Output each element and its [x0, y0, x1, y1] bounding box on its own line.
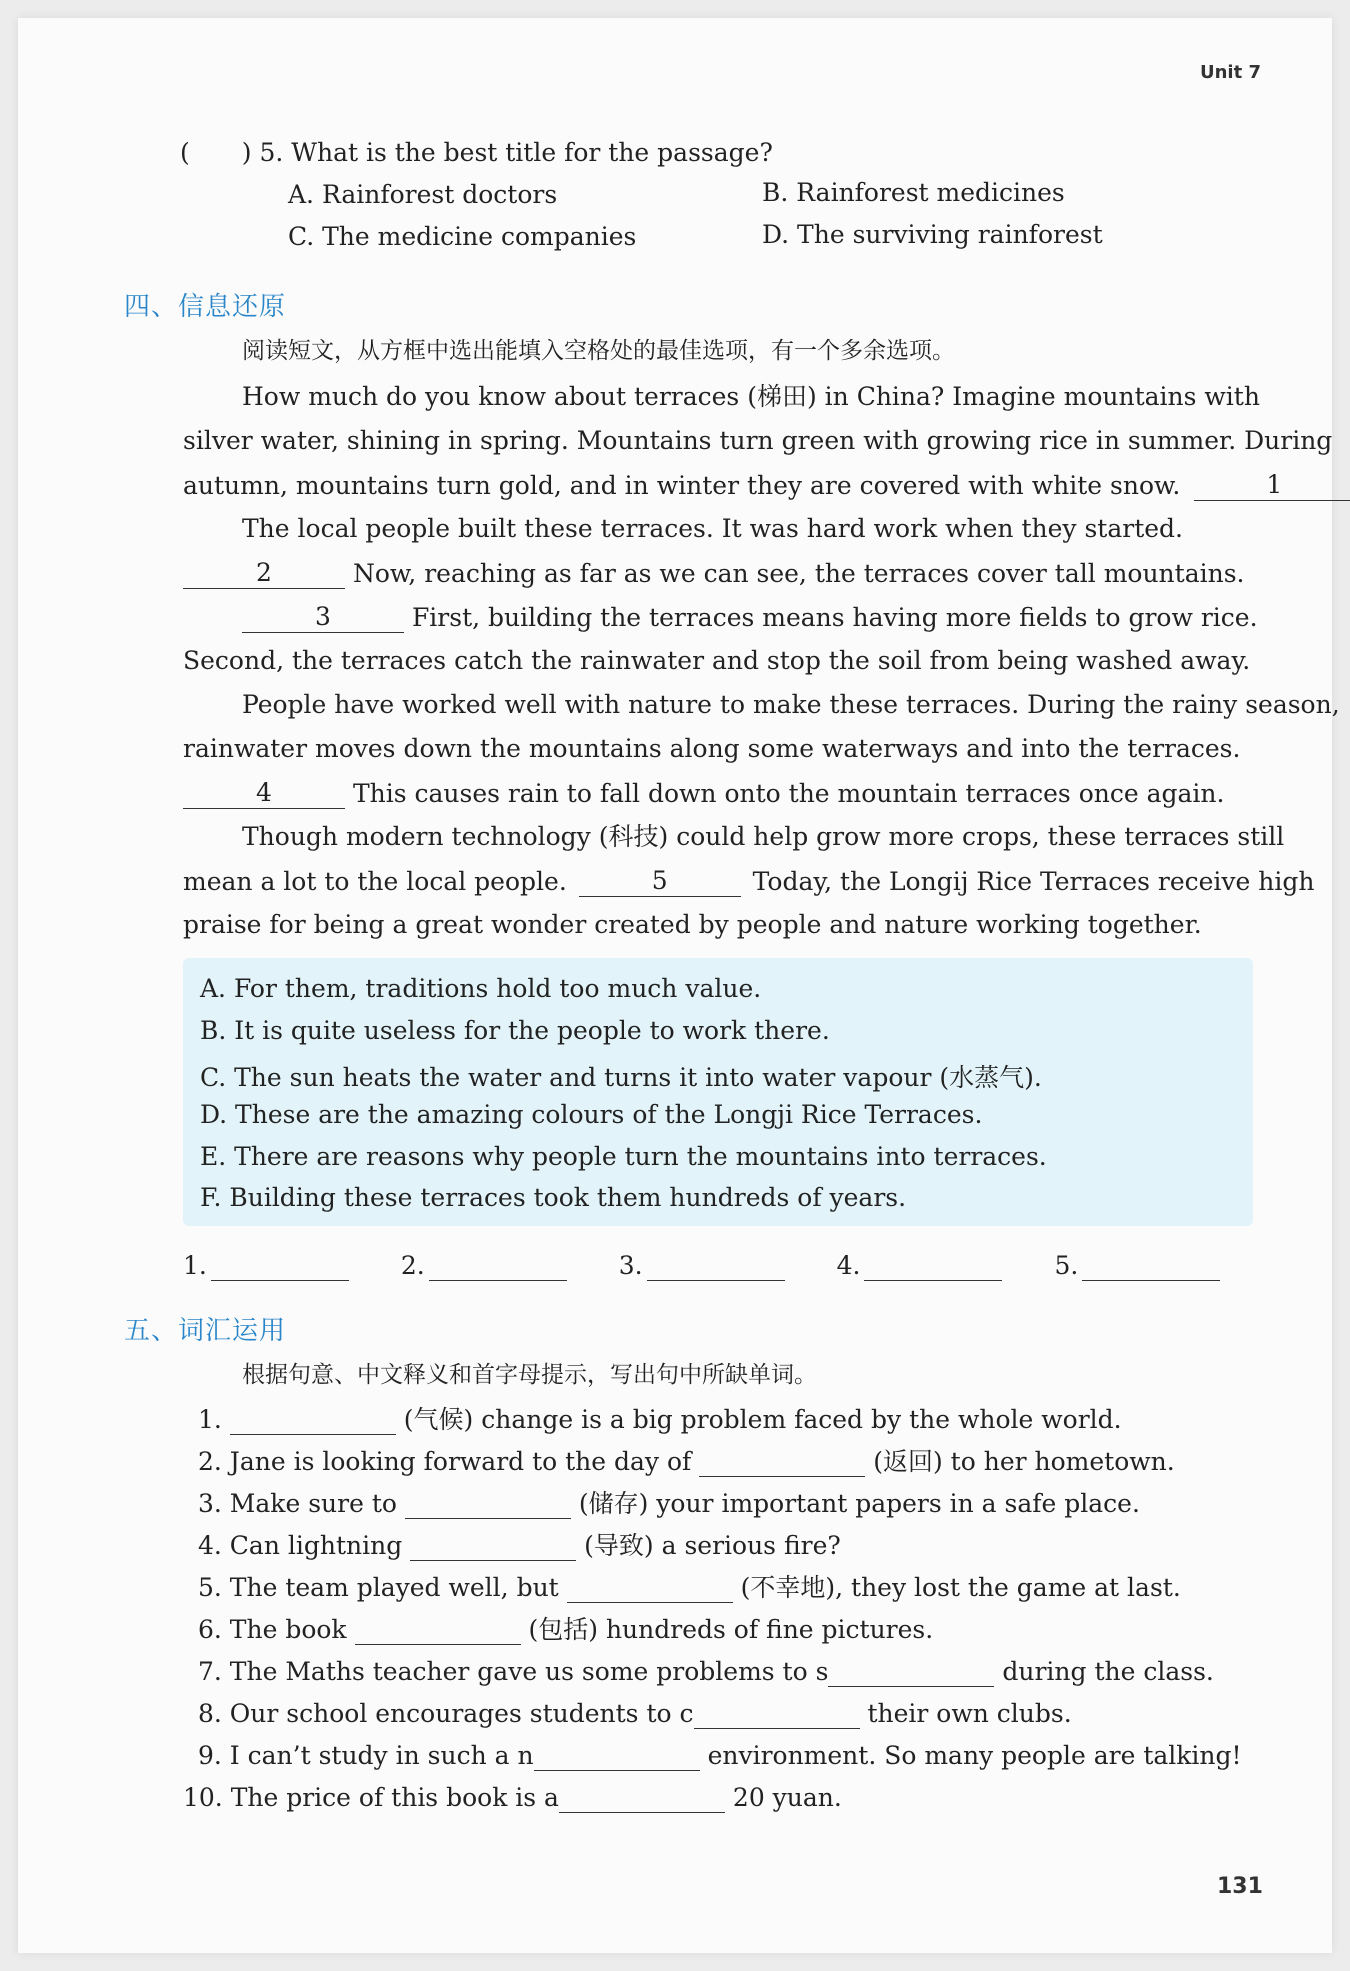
vocab-item: [198, 1488, 1140, 1519]
question-5-text: 5. What is the best title for the passage?: [259, 138, 773, 167]
passage-line: praise for being a great wonder created by people and nature working together.: [183, 910, 1202, 939]
box-option-e: E. There are reasons why people turn the mountains into terraces.: [200, 1142, 1047, 1171]
vocab-blank-9[interactable]: [534, 1740, 700, 1771]
vocab-suffix: (气候) change is a big problem faced by the whole world.: [403, 1405, 1122, 1434]
vocab-item: [183, 1782, 842, 1813]
answer-paren-close: ): [241, 138, 252, 167]
vocab-blank-5[interactable]: [567, 1572, 733, 1603]
vocab-prefix: 5. The team played well, but: [198, 1573, 559, 1602]
blank-1[interactable]: 1: [1194, 470, 1350, 501]
box-option-f: F. Building these terraces took them hundreds of years.: [200, 1183, 907, 1212]
question-5: [180, 138, 773, 168]
passage-text: Today, the Longij Rice Terraces receive high: [752, 867, 1315, 896]
box-option-c: C. The sun heats the water and turns it into water vapour (水蒸气).: [200, 1063, 1042, 1092]
answer-label: 1.: [183, 1251, 207, 1280]
passage-text: Now, reaching as far as we can see, the terraces cover tall mountains.: [352, 559, 1245, 588]
vocab-blank-8[interactable]: [694, 1698, 860, 1729]
vocab-item: [198, 1698, 1072, 1729]
vocab-suffix: during the class.: [1002, 1657, 1214, 1686]
blank-3[interactable]: 3: [242, 602, 404, 633]
unit-label: Unit 7: [1200, 62, 1261, 83]
answer-label: 5.: [1054, 1251, 1079, 1280]
vocab-blank-7[interactable]: [828, 1656, 994, 1687]
vocab-prefix: 8. Our school encourages students to c: [198, 1699, 694, 1728]
answer-label: 3.: [618, 1251, 643, 1280]
option-b: B. Rainforest medicines: [762, 178, 1065, 207]
box-option-a: A. For them, traditions hold too much value.: [200, 974, 762, 1003]
box-option-b: B. It is quite useless for the people to work there.: [200, 1016, 830, 1045]
vocab-prefix: 1.: [198, 1405, 222, 1434]
vocab-prefix: 6. The book: [198, 1615, 347, 1644]
section-4-instruction: 阅读短文，从方框中选出能填入空格处的最佳选项，有一个多余选项。: [242, 338, 955, 364]
option-d: D. The surviving rainforest: [762, 220, 1103, 249]
passage-line: People have worked well with nature to make these terraces. During the rainy season,: [242, 690, 1340, 719]
passage-line: How much do you know about terraces (梯田) in China? Imagine mountains with: [242, 382, 1260, 411]
vocab-suffix: 20 yuan.: [732, 1783, 842, 1812]
blank-2[interactable]: 2: [183, 558, 345, 589]
passage-line: rainwater moves down the mountains along some waterways and into the terraces.: [183, 734, 1241, 763]
answer-blank-2[interactable]: [429, 1250, 567, 1281]
options-box: [183, 958, 1253, 1226]
answer-row: [183, 1250, 1220, 1281]
answer-label: 2.: [400, 1251, 425, 1280]
vocab-suffix: (包括) hundreds of fine pictures.: [528, 1615, 934, 1644]
vocab-item: [198, 1656, 1214, 1687]
vocab-prefix: 3. Make sure to: [198, 1489, 397, 1518]
section-5-instruction: 根据句意、中文释义和首字母提示，写出句中所缺单词。: [242, 1362, 817, 1388]
vocab-blank-3[interactable]: [405, 1488, 571, 1519]
passage-text: First, building the terraces means having more fields to grow rice.: [411, 603, 1258, 632]
answer-blank-3[interactable]: [647, 1250, 785, 1281]
passage-line: [183, 866, 1314, 897]
passage-line: silver water, shining in spring. Mountains turn green with growing rice in summer. During: [183, 426, 1333, 455]
vocab-suffix: (储存) your important papers in a safe place.: [578, 1489, 1140, 1518]
vocab-item: [198, 1614, 933, 1645]
vocab-prefix: 9. I can’t study in such a n: [198, 1741, 534, 1770]
passage-line: Though modern technology (科技) could help grow more crops, these terraces still: [242, 822, 1285, 851]
vocab-prefix: 4. Can lightning: [198, 1531, 403, 1560]
vocab-blank-6[interactable]: [355, 1614, 521, 1645]
passage-text: autumn, mountains turn gold, and in winter they are covered with white snow.: [183, 471, 1181, 500]
passage-line: [183, 470, 1350, 501]
vocab-item: [198, 1446, 1175, 1477]
option-c: C. The medicine companies: [288, 222, 637, 251]
vocab-prefix: 7. The Maths teacher gave us some problems to s: [198, 1657, 829, 1686]
option-a: A. Rainforest doctors: [288, 180, 558, 209]
vocab-prefix: 2. Jane is looking forward to the day of: [198, 1447, 692, 1476]
vocab-item: [198, 1530, 841, 1561]
blank-5[interactable]: 5: [579, 866, 741, 897]
passage-line: [242, 602, 1258, 633]
vocab-item: [198, 1740, 1242, 1771]
vocab-blank-2[interactable]: [699, 1446, 865, 1477]
vocab-suffix: (返回) to her hometown.: [873, 1447, 1175, 1476]
passage-line: Second, the terraces catch the rainwater and stop the soil from being washed away.: [183, 646, 1251, 675]
answer-blank-5[interactable]: [1082, 1250, 1220, 1281]
section-4-heading: 四、信息还原: [124, 292, 287, 322]
blank-4[interactable]: 4: [183, 778, 345, 809]
answer-label: 4.: [836, 1251, 861, 1280]
box-option-d: D. These are the amazing colours of the Longji Rice Terraces.: [200, 1100, 983, 1129]
answer-paren-open: (: [180, 138, 190, 167]
passage-line: [183, 778, 1224, 809]
vocab-suffix: (导致) a serious fire?: [584, 1531, 841, 1560]
vocab-item: [198, 1572, 1181, 1603]
vocab-suffix: (不幸地), they lost the game at last.: [740, 1573, 1181, 1602]
answer-blank-4[interactable]: [864, 1250, 1002, 1281]
answer-blank-1[interactable]: [211, 1250, 349, 1281]
vocab-blank-10[interactable]: [559, 1782, 725, 1813]
passage-line: The local people built these terraces. It was hard work when they started.: [242, 514, 1184, 543]
vocab-suffix: environment. So many people are talking!: [707, 1741, 1242, 1770]
page-number: 131: [1217, 1874, 1263, 1899]
vocab-blank-4[interactable]: [410, 1530, 576, 1561]
section-5-heading: 五、词汇运用: [124, 1316, 287, 1346]
vocab-item: [198, 1404, 1122, 1435]
passage-text: This causes rain to fall down onto the mountain terraces once again.: [352, 779, 1225, 808]
passage-line: [183, 558, 1244, 589]
vocab-suffix: their own clubs.: [867, 1699, 1072, 1728]
vocab-blank-1[interactable]: [230, 1404, 396, 1435]
vocab-prefix: 10. The price of this book is a: [183, 1783, 559, 1812]
passage-text: mean a lot to the local people.: [183, 867, 567, 896]
